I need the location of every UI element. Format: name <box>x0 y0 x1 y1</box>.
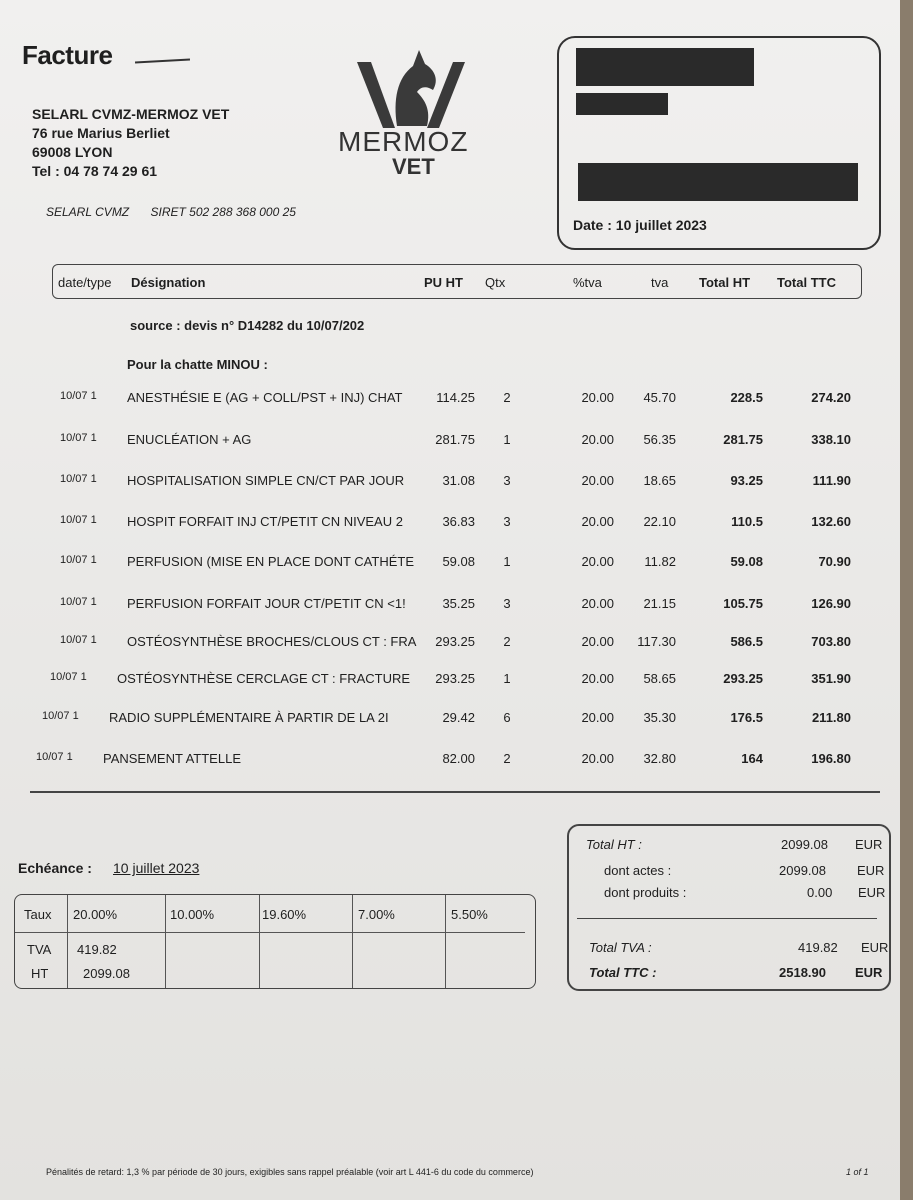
cell-qtx: 2 <box>503 751 511 766</box>
col-total-ttc: Total TTC <box>777 275 836 290</box>
table-bottom-divider <box>30 791 880 793</box>
seller-block <box>32 105 229 181</box>
cell-tva: 18.65 <box>643 473 676 488</box>
due-label: Echéance : <box>18 860 92 876</box>
cell-pct: 20.00 <box>581 751 614 766</box>
cell-ttc: 274.20 <box>811 390 851 405</box>
cell-qtx: 3 <box>503 514 511 529</box>
seller-siret: SIRET 502 288 368 000 25 <box>150 205 296 219</box>
cell-ttc: 126.90 <box>811 596 851 611</box>
cell-ttc: 132.60 <box>811 514 851 529</box>
col-qtx: Qtx <box>485 275 506 290</box>
cell-designation: PERFUSION (MISE EN PLACE DONT CATHÉTE <box>127 554 415 569</box>
vat-rate-4: 7.00% <box>358 907 395 922</box>
cell-date: 10/07 1 <box>36 751 73 763</box>
cell-pct: 20.00 <box>581 473 614 488</box>
cell-pu: 293.25 <box>435 671 475 686</box>
vat-rate-2: 10.00% <box>170 907 215 922</box>
currency: EUR <box>855 837 883 852</box>
cell-qtx: 3 <box>503 473 511 488</box>
cell-pct: 20.00 <box>581 596 614 611</box>
currency: EUR <box>855 965 883 980</box>
cell-date: 10/07 1 <box>60 473 97 485</box>
total-ttc-value: 2518.90 <box>779 965 826 980</box>
vat-ht-value: 2099.08 <box>83 966 130 981</box>
cell-tva: 21.15 <box>643 596 676 611</box>
cell-ht: 105.75 <box>723 596 763 611</box>
seller-street: 76 rue Marius Berliet <box>32 125 170 141</box>
redacted-client-address <box>578 163 858 201</box>
cell-ht: 93.25 <box>730 473 763 488</box>
siret-line <box>46 205 314 219</box>
cell-ht: 228.5 <box>730 390 763 405</box>
currency: EUR <box>861 940 889 955</box>
table-row <box>0 634 900 654</box>
vat-tva-value: 419.82 <box>77 942 117 957</box>
cell-pu: 82.00 <box>442 751 475 766</box>
col-pct-tva: %tva <box>573 275 602 290</box>
cell-designation: OSTÉOSYNTHÈSE BROCHES/CLOUS CT : FRA <box>127 634 417 649</box>
table-row <box>0 514 900 534</box>
cell-qtx: 2 <box>503 390 511 405</box>
cell-ht: 293.25 <box>723 671 763 686</box>
logo-subtext: VET <box>392 154 435 179</box>
cell-date: 10/07 1 <box>42 710 79 722</box>
total-tva-value: 419.82 <box>798 940 838 955</box>
vat-col-line <box>165 895 166 988</box>
cell-qtx: 3 <box>503 596 511 611</box>
cell-qtx: 6 <box>503 710 511 725</box>
cell-designation: HOSPITALISATION SIMPLE CN/CT PAR JOUR <box>127 473 405 488</box>
late-penalty-notice: Pénalités de retard: 1,3 % par période de 30 jours, exigibles sans rappel préalable (voir art L 441-6 du code du commerce) <box>46 1167 534 1177</box>
cell-qtx: 2 <box>503 634 511 649</box>
vat-ht-label: HT <box>31 966 49 981</box>
cell-date: 10/07 1 <box>60 554 97 566</box>
cell-pct: 20.00 <box>581 554 614 569</box>
cell-qtx: 1 <box>503 671 511 686</box>
cell-ttc: 211.80 <box>811 710 851 725</box>
total-ttc-label: Total TTC : <box>589 965 657 980</box>
cell-tva: 32.80 <box>643 751 676 766</box>
cell-tva: 35.30 <box>643 710 676 725</box>
cell-pu: 114.25 <box>436 390 475 405</box>
seller-phone: Tel : 04 78 74 29 61 <box>32 163 158 179</box>
cell-pct: 20.00 <box>581 514 614 529</box>
actes-value: 2099.08 <box>779 863 826 878</box>
cell-ht: 59.08 <box>730 554 763 569</box>
cell-pct: 20.00 <box>581 710 614 725</box>
vat-rate-1: 20.00% <box>73 907 118 922</box>
cell-designation: ANESTHÉSIE E (AG + COLL/PST + INJ) CHAT <box>127 390 403 405</box>
cell-pu: 36.83 <box>442 514 475 529</box>
cell-designation: OSTÉOSYNTHÈSE CERCLAGE CT : FRACTURE <box>117 671 411 686</box>
cell-designation: PANSEMENT ATTELLE <box>103 751 241 766</box>
cell-date: 10/07 1 <box>50 671 87 683</box>
cell-pct: 20.00 <box>581 634 614 649</box>
produits-label: dont produits : <box>604 885 687 900</box>
cell-ht: 281.75 <box>723 432 763 447</box>
cell-ht: 586.5 <box>730 634 763 649</box>
currency: EUR <box>858 885 886 900</box>
totals-rule <box>577 918 877 919</box>
cell-pu: 293.25 <box>435 634 475 649</box>
table-row <box>0 432 900 452</box>
produits-value: 0.00 <box>807 885 833 900</box>
seller-city: 69008 LYON <box>32 144 113 160</box>
cell-date: 10/07 1 <box>60 596 97 608</box>
table-row <box>0 390 900 410</box>
table-row <box>0 554 900 574</box>
total-ht-label: Total HT : <box>586 837 642 852</box>
cell-ttc: 111.90 <box>812 473 851 488</box>
vat-col-line <box>352 895 353 988</box>
cell-designation: ENUCLÉATION + AG <box>127 432 252 447</box>
cell-ttc: 338.10 <box>811 432 851 447</box>
cell-ttc: 196.80 <box>811 751 851 766</box>
cell-ht: 110.5 <box>731 514 763 529</box>
cell-tva: 45.70 <box>643 390 676 405</box>
cell-ttc: 703.80 <box>811 634 851 649</box>
vat-tva-label: TVA <box>27 942 52 957</box>
table-row <box>0 751 900 771</box>
cell-date: 10/07 1 <box>60 390 97 402</box>
cell-ht: 176.5 <box>730 710 763 725</box>
cell-date: 10/07 1 <box>60 432 97 444</box>
vat-taux-label: Taux <box>24 907 52 922</box>
due-date: 10 juillet 2023 <box>113 860 200 876</box>
seller-name: SELARL CVMZ-MERMOZ VET <box>32 106 230 122</box>
col-pu-ht: PU HT <box>424 275 463 290</box>
cell-pct: 20.00 <box>581 671 614 686</box>
cell-ttc: 70.90 <box>818 554 851 569</box>
cell-tva: 22.10 <box>643 514 676 529</box>
cell-tva: 117.30 <box>637 634 676 649</box>
vat-col-line <box>67 895 68 988</box>
col-designation: Désignation <box>131 275 206 290</box>
vat-col-line <box>445 895 446 988</box>
cell-tva: 58.65 <box>643 671 676 686</box>
cell-date: 10/07 1 <box>60 514 97 526</box>
table-row <box>0 710 900 730</box>
redacted-client-name <box>576 48 754 86</box>
col-date-type: date/type <box>58 275 112 290</box>
page-number: 1 of 1 <box>846 1167 869 1177</box>
cell-designation: PERFUSION FORFAIT JOUR CT/PETIT CN <1! <box>127 596 406 611</box>
table-row <box>0 596 900 616</box>
cell-pu: 281.75 <box>435 432 475 447</box>
currency: EUR <box>857 863 885 878</box>
col-total-ht: Total HT <box>699 275 751 290</box>
title-underline <box>135 59 190 64</box>
cell-qtx: 1 <box>503 432 511 447</box>
col-tva: tva <box>651 275 669 290</box>
vat-breakdown-box <box>14 894 536 989</box>
actes-label: dont actes : <box>604 863 672 878</box>
total-ht-value: 2099.08 <box>781 837 828 852</box>
cell-pu: 29.42 <box>442 710 475 725</box>
cell-designation: HOSPIT FORFAIT INJ CT/PETIT CN NIVEAU 2 <box>127 514 403 529</box>
logo-text: MERMOZ <box>338 126 469 157</box>
cell-qtx: 1 <box>503 554 511 569</box>
cell-pu: 31.08 <box>442 473 475 488</box>
vat-rate-3: 19.60% <box>262 907 307 922</box>
invoice-title: Facture <box>22 40 113 70</box>
cell-pct: 20.00 <box>581 390 614 405</box>
vat-col-line <box>259 895 260 988</box>
vat-rate-5: 5.50% <box>451 907 488 922</box>
redacted-client-line <box>576 93 668 115</box>
cell-tva: 11.82 <box>644 554 676 569</box>
cell-pct: 20.00 <box>581 432 614 447</box>
quote-source: source : devis n° D14282 du 10/07/202 <box>130 318 365 333</box>
table-row <box>0 473 900 493</box>
patient-line: Pour la chatte MINOU : <box>127 357 268 372</box>
cell-ttc: 351.90 <box>811 671 851 686</box>
invoice-date: Date : 10 juillet 2023 <box>573 217 707 233</box>
table-row <box>0 671 900 691</box>
cell-pu: 35.25 <box>442 596 475 611</box>
cell-tva: 56.35 <box>643 432 676 447</box>
cell-pu: 59.08 <box>442 554 475 569</box>
cell-designation: RADIO SUPPLÉMENTAIRE À PARTIR DE LA 2I <box>109 710 389 725</box>
cell-ht: 164 <box>741 751 763 766</box>
total-tva-label: Total TVA : <box>589 940 652 955</box>
seller-short-name: SELARL CVMZ <box>46 205 130 219</box>
totals-box <box>567 824 891 991</box>
cell-date: 10/07 1 <box>60 634 97 646</box>
vat-header-rule <box>15 932 525 933</box>
